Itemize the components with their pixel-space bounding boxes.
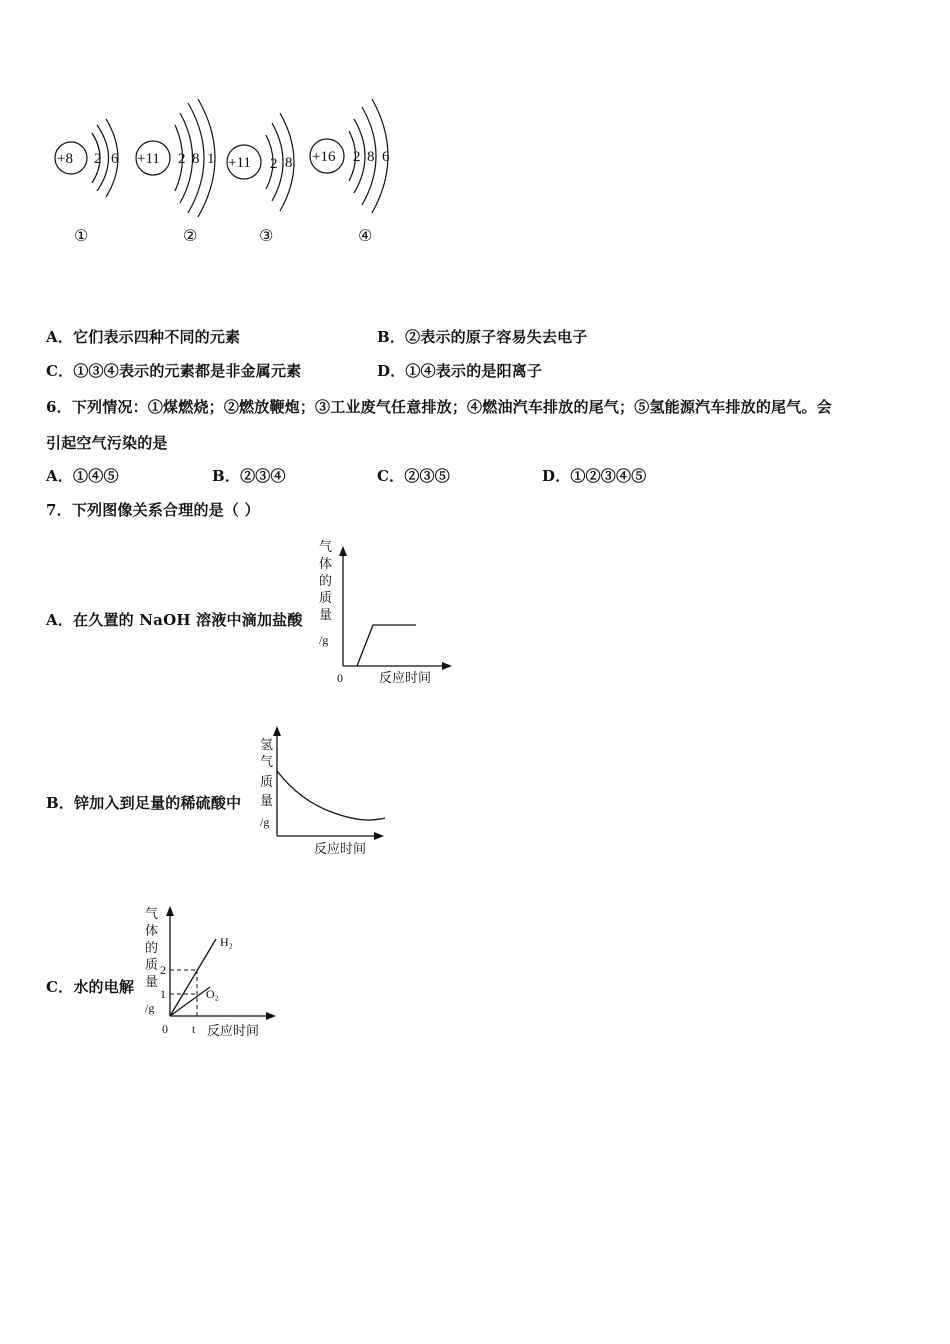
- graph-a-ylabel-5: 量: [319, 608, 333, 623]
- q6-stem-line2: 引起空气污染的是: [46, 434, 168, 452]
- graph-c-ylabel-3: 的: [145, 941, 159, 956]
- q5-option-a: A．它们表示四种不同的元素: [46, 328, 241, 346]
- atom3-shell1: 2: [270, 156, 278, 172]
- graph-a-ylabel-4: 质: [319, 591, 333, 606]
- graph-c-ylabel-2: 体: [145, 924, 159, 939]
- graph-b-ylabel-2: 气: [260, 755, 274, 770]
- atom3-nucleus: +11: [228, 155, 251, 171]
- graph-a-origin: 0: [337, 671, 343, 685]
- atom2-index: ②: [183, 226, 198, 245]
- graph-c-ylabel-4: 质: [145, 958, 159, 973]
- graph-c-o2-label: O₂: [206, 987, 219, 1001]
- q5-option-d: D．①④表示的是阳离子: [377, 362, 543, 380]
- graph-b-ylabel-unit: /g: [260, 815, 270, 829]
- q7-option-a: A．在久置的 NaOH 溶液中滴加盐酸: [46, 611, 303, 629]
- atom1-shell2: 6: [111, 151, 119, 167]
- q6-option-c: C．②③⑤: [377, 467, 450, 485]
- atom3-shell2: 8: [285, 155, 293, 171]
- atom4-index: ④: [358, 226, 373, 245]
- graph-a-ylabel-3: 的: [319, 574, 333, 589]
- graph-a-ylabel-2: 体: [319, 557, 333, 572]
- graph-c-xlabel: 反应时间: [207, 1024, 260, 1039]
- graph-c-origin: 0: [162, 1022, 168, 1036]
- atom2-shell1: 2: [178, 151, 186, 167]
- graph-b-ylabel-3: 质: [260, 775, 274, 790]
- graph-c: [140, 900, 280, 1045]
- q6-option-d: D．①②③④⑤: [542, 467, 647, 485]
- q7-stem: 7．下列图像关系合理的是（ ）: [46, 501, 260, 519]
- graph-c-tick-1: 1: [160, 987, 166, 1001]
- q6-option-a: A．①④⑤: [46, 467, 119, 485]
- q6-stem-line1: 6．下列情况：①煤燃烧；②燃放鞭炮；③工业废气任意排放；④燃油汽车排放的尾气；⑤氢能源汽车排放的尾气。会: [46, 398, 832, 416]
- atom4-shell2: 8: [367, 149, 375, 165]
- graph-b-ylabel-1: 氢: [260, 738, 274, 753]
- atom4-nucleus: +16: [312, 149, 336, 165]
- atom4-shell1: 2: [353, 149, 361, 165]
- graph-c-ylabel-5: 量: [145, 975, 159, 990]
- graph-c-tick-2: 2: [160, 963, 166, 977]
- q6-option-b: B．②③④: [212, 467, 286, 485]
- atom3-index: ③: [259, 226, 274, 245]
- graph-c-ylabel-unit: /g: [145, 1001, 155, 1015]
- graph-a-xlabel: 反应时间: [379, 671, 432, 686]
- graph-c-tick-t: t: [192, 1022, 196, 1036]
- atom2-shell3: 1: [207, 151, 215, 167]
- atom1-shell1: 2: [94, 151, 102, 167]
- atom1-index: ①: [74, 226, 89, 245]
- graph-a-ylabel-unit: /g: [319, 633, 329, 647]
- q7-option-c: C．水的电解: [46, 978, 135, 996]
- graph-c-ylabel-1: 气: [145, 907, 159, 922]
- graph-b-xlabel: 反应时间: [314, 842, 367, 857]
- q7-option-b: B．锌加入到足量的稀硫酸中: [46, 794, 242, 812]
- q5-option-b: B．②表示的原子容易失去电子: [377, 328, 588, 346]
- graph-b-ylabel-4: 量: [260, 794, 274, 809]
- atom2-nucleus: +11: [137, 151, 160, 167]
- graph-c-h2-label: H₂: [220, 935, 233, 949]
- atom2-shell2: 8: [192, 151, 200, 167]
- atom4-shell3: 6: [382, 149, 390, 165]
- graph-a: [312, 534, 457, 689]
- q5-option-c: C．①③④表示的元素都是非金属元素: [46, 362, 302, 380]
- graph-a-ylabel-1: 气: [319, 540, 333, 555]
- atom1-nucleus: +8: [57, 151, 73, 167]
- graph-b: [254, 718, 394, 860]
